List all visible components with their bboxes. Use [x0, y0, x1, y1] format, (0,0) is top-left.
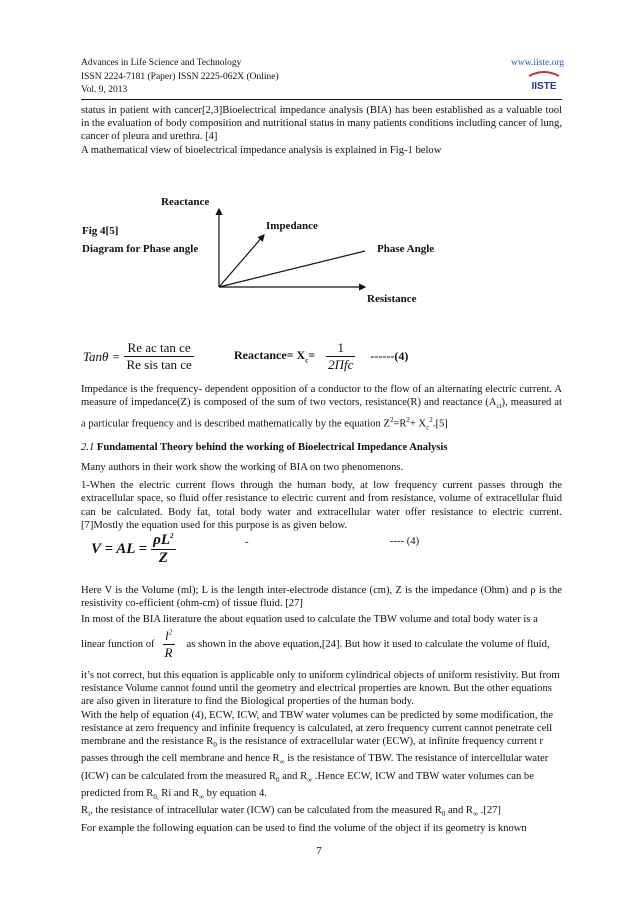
paragraph-ri — [81, 804, 562, 821]
eq4-text-d: and R — [279, 770, 308, 782]
figure-label: Fig 4[5] — [82, 225, 119, 237]
section-number: 2.1 — [81, 442, 95, 453]
eq4-text-g: by equation 4. — [203, 787, 267, 799]
explanation-block — [81, 669, 562, 835]
svg-text:IISTE: IISTE — [531, 81, 557, 92]
paragraph-example: For example the following equation can be used to find the volume of the object if its geometry is known — [81, 822, 527, 834]
journal-url-link[interactable]: www.iiste.org — [511, 58, 565, 68]
linear-function-continuation: as shown in the above equation,[24]. But how it used to calculate the volume of fluid, — [186, 639, 550, 650]
vector-label-impedance: Impedance — [266, 220, 318, 232]
section-title: Fundamental Theory behind the working of Bioelectrical Impedance Analysis — [96, 442, 448, 453]
impedance-sup-2: 2 — [406, 415, 410, 424]
section-heading — [81, 442, 448, 453]
impedance-sub-ct: ct — [496, 402, 502, 411]
impedance-text-c: =R — [393, 418, 407, 430]
paragraph-electric-current: 1-When the electric current flows through the human body, at low frequency current passes through the extracellular space, so fluid offer resistance to electric current and from resistance, volume of extracellular fluid can be calculated. Body fat, total body water and extracellular water offer resistance to electric current. [7]Mostly the equation used for this purpose is as given below. — [81, 480, 562, 531]
volume-numerator-sup: 2 — [170, 532, 174, 540]
tan-numerator: Re ac tan ce — [124, 340, 193, 357]
reactance-sub: c — [305, 356, 309, 365]
impedance-sup-3: 2 — [429, 415, 433, 424]
reactance-fraction — [326, 340, 355, 373]
reactance-equation-tag: ------(4) — [370, 349, 409, 363]
paragraph-not-correct: it’s not correct, but this equation is applicable only to uniform cylindrical objects of uniform resistivity. But from resistance Volume cannot found until the geometry and electrical properties are known. But the other equations are also given in literature to find the Biological properties of the human body. — [81, 670, 560, 708]
eq4-sub-0b: 0 — [276, 775, 280, 784]
eq4-text-b: is the resistance of extracellular water (ECW), at infinite frequency current r passes through the cell membrane and hence R — [81, 736, 544, 765]
phase-angle-diagram — [200, 205, 375, 295]
impedance-text-d: + X — [409, 418, 427, 430]
volume-equation-tag: ---- (4) — [390, 536, 420, 547]
impedance-paragraph — [81, 383, 562, 434]
tan-denominator: Re sis tan ce — [126, 357, 192, 372]
r-denominator: R — [164, 645, 173, 660]
eq4-sub-0c: 0, — [153, 793, 159, 802]
eq4-text-a: With the help of equation (4), ECW, ICW, and TBW water volumes can be predicted by some modification, the resistance at zero frequency and infinite frequency is calculated, at zero frequency current cannot penetrate cell membrane and the resistance R — [81, 709, 554, 748]
ri-text-b: , the resistance of intracellular water (ICW) can be calculated from the measured R — [90, 805, 442, 817]
volume-equation — [91, 532, 176, 567]
impedance-text-e: .[5] — [432, 418, 448, 430]
ri-text-a: R — [81, 805, 89, 817]
volume-equation-dash: - — [245, 536, 249, 548]
volume-lhs: V = AL = — [91, 541, 148, 557]
l2-numerator-sup: 2 — [168, 628, 173, 637]
ri-sub-inf: ∞ — [473, 810, 478, 819]
eq4-sub-infb: ∞ — [307, 775, 313, 784]
reactance-eq: = — [308, 348, 316, 363]
definitions-block — [81, 584, 562, 627]
figure-caption: Diagram for Phase angle — [82, 243, 199, 255]
eq4-sub-infc: ∞ — [198, 793, 204, 802]
volume-fraction — [151, 532, 175, 567]
impedance-vector — [219, 235, 264, 287]
ri-text-c: and R — [445, 805, 473, 817]
journal-title: Advances in Life Science and Technology — [81, 58, 242, 68]
reactance-denominator: 2Πfc — [328, 357, 354, 372]
paragraph-many-authors: Many authors in their work show the working of BIA on two phenomenons. — [81, 462, 404, 473]
tan-equation — [83, 340, 194, 373]
impedance-text-b: ), measured at a particular frequency and is described mathematically by the equation Z — [81, 397, 562, 430]
iiste-logo — [527, 70, 561, 92]
tan-lhs: Tanθ = — [83, 348, 121, 364]
l2-over-r-fraction — [163, 628, 175, 661]
axis-label-resistance: Resistance — [367, 293, 417, 305]
axis-label-reactance: Reactance — [161, 196, 210, 208]
reactance-equation — [234, 340, 408, 373]
linear-function-line — [81, 628, 550, 661]
paragraph-equation-4 — [81, 709, 562, 805]
impedance-text-a: Impedance is the frequency- dependent opposition of a conductor to the flow of an alternating electric current. A measure of impedance(Z) is composed of the sum of two vectors, resistance(R) and reactance (A — [81, 384, 562, 409]
phase-angle-line — [219, 251, 365, 287]
theory-block — [81, 461, 562, 532]
volume-numerator: ρL — [153, 532, 171, 548]
ri-sub-i: i — [88, 810, 91, 819]
eq4-text-c: is the resistance of TBW. The resistance of intercellular water (ICW) can be calculated from the measured R — [81, 753, 549, 782]
impedance-sub-c: c — [426, 423, 430, 432]
paragraph-volume-definition: Here V is the Volume (ml); L is the length inter-electrode distance (cm), Z is the impedance (Ohm) and ρ is the resistivity co-efficient (ohm-cm) of tissue fluid. [27] — [81, 585, 562, 610]
intro-block — [81, 104, 562, 157]
volume-denominator: Z — [158, 550, 168, 566]
intro-paragraph: status in patient with cancer[2,3]Bioelectrical impedance analysis (BIA) has been established as a valuable tool in the evaluation of body composition and nutritional status in many patients conditions including cancer of lung, cancer of pleura and urethra. [4] — [81, 105, 562, 143]
ri-text-d: .[27] — [478, 805, 501, 817]
eq4-sub-inf: ∞ — [279, 758, 285, 767]
intro-figure-reference: A mathematical view of bioelectrical impedance analysis is explained in Fig-1 below — [81, 144, 442, 156]
iiste-logo-icon — [527, 70, 561, 92]
ri-sub-0: 0 — [441, 810, 446, 819]
eq4-sub-0: 0 — [213, 741, 217, 750]
paragraph-bia-literature: In most of the BIA literature the about equation used to calculate the TBW volume and total body water is a — [81, 614, 538, 626]
page-number: 7 — [316, 845, 322, 857]
tan-fraction — [124, 340, 193, 373]
impedance-sup-1: 2 — [389, 415, 394, 424]
l2-numerator: l — [164, 628, 169, 643]
volume-line: Vol. 9, 2013 — [81, 85, 128, 95]
eq4-text-f: Ri and R — [158, 787, 199, 799]
reactance-numerator: 1 — [326, 340, 355, 357]
eq4-text-e: .Hence ECW, ICW and TBW water volumes can be predicted from R — [81, 770, 534, 799]
issn-line: ISSN 2224-7181 (Paper) ISSN 2225-062X (Online) — [81, 72, 279, 82]
vector-label-phase-angle: Phase Angle — [377, 243, 435, 255]
header-rule — [81, 99, 562, 100]
reactance-lhs: Reactance= X — [234, 348, 306, 363]
linear-function-text: linear function of — [81, 639, 155, 650]
